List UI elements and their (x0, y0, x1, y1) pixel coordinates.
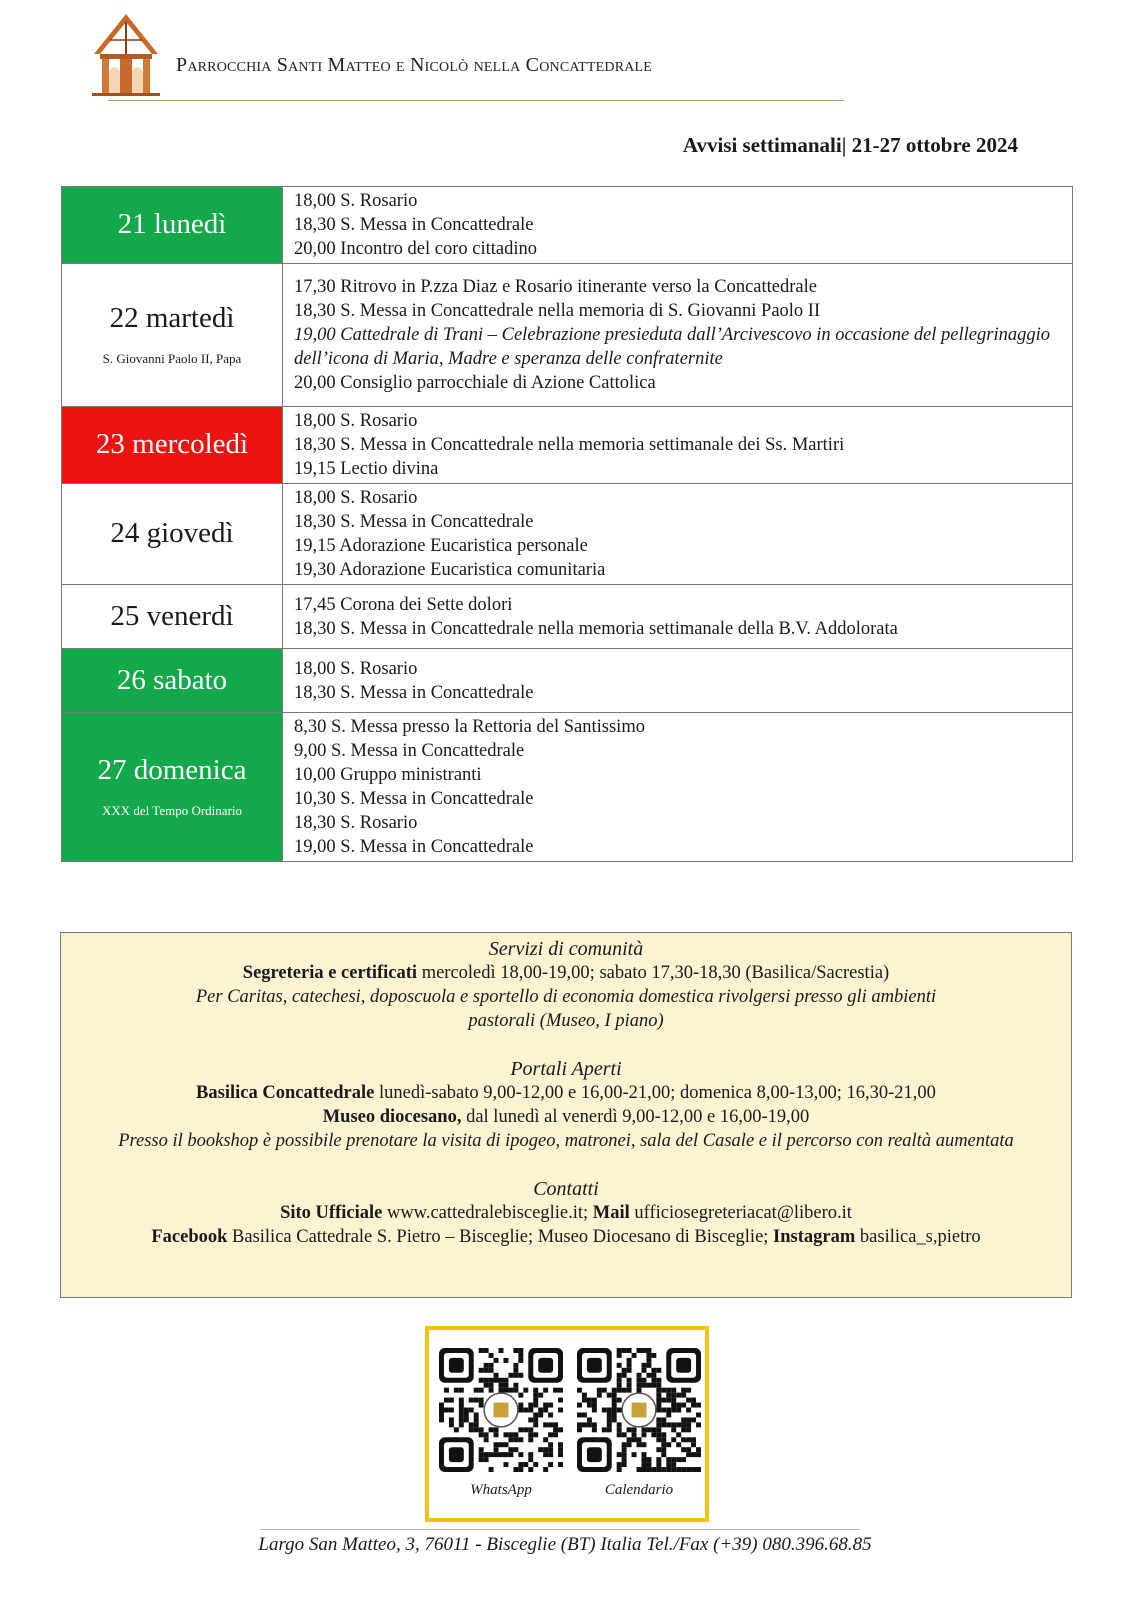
schedule-row (62, 484, 1073, 585)
event-item: 9,00 S. Messa in Concattedrale (294, 741, 525, 761)
events-cell (283, 264, 1073, 407)
event-item: 19,15 Adorazione Eucaristica personale (294, 536, 588, 556)
calendar-qr-label: Calendario (604, 1482, 674, 1498)
event-item: 18,30 S. Messa in Concattedrale (294, 512, 534, 532)
event-item: 18,30 S. Messa in Concattedrale (294, 682, 534, 703)
facebook-label: Facebook (151, 1227, 228, 1247)
site-line (61, 1201, 1071, 1225)
museum-label: Museo diocesano, (322, 1107, 462, 1127)
church-logo-icon (90, 10, 162, 96)
day-name: 27 domenica (97, 754, 247, 787)
parish-title: Parrocchia Santi Matteo e Nicolò nella Concattedrale (176, 54, 653, 76)
secretariat-hours: mercoledì 18,00-19,00; sabato 17,30-18,30 (Basilica/Sacrestia) (417, 963, 890, 983)
day-name: 25 venerdì (110, 599, 234, 632)
schedule-row (62, 407, 1073, 484)
instagram-value: basilica_s,pietro (855, 1227, 981, 1247)
schedule-row (62, 649, 1073, 713)
event-item: 20,00 Consiglio parrocchiale di Azione Cattolica (294, 373, 656, 393)
whatsapp-qr-code-icon[interactable] (439, 1348, 563, 1472)
social-line (61, 1225, 1071, 1249)
weekly-schedule-table (61, 186, 1073, 862)
event-item: 18,30 S. Messa in Concattedrale nella memoria settimanale della B.V. Addolorata (294, 618, 898, 639)
day-name: 23 mercoledì (95, 428, 249, 461)
schedule-row (62, 713, 1073, 862)
facebook-value: Basilica Cattedrale S. Pietro – Bisceglie; Museo Diocesano di Bisceglie; (227, 1227, 774, 1247)
day-cell (62, 713, 283, 862)
event-item: 17,45 Corona dei Sette dolori (294, 594, 513, 615)
event-item: 18,00 S. Rosario (294, 488, 418, 508)
community-services-box (60, 932, 1072, 1298)
page-header (90, 10, 850, 106)
events-cell (283, 407, 1073, 484)
secretariat-label: Segreteria e certificati (242, 963, 418, 983)
event-item: 10,30 S. Messa in Concattedrale (294, 789, 534, 809)
events-cell (283, 187, 1073, 264)
event-item: 19,00 S. Messa in Concattedrale (294, 837, 534, 857)
schedule-row (62, 187, 1073, 264)
calendar-qr-code-icon[interactable] (577, 1348, 701, 1472)
whatsapp-qr-label: WhatsApp (470, 1482, 532, 1498)
footer-address: Largo San Matteo, 3, 76011 - Bisceglie (BT) Italia Tel./Fax (+39) 080.396.68.85 (258, 1534, 872, 1555)
day-cell (62, 407, 283, 484)
day-name: 24 giovedì (110, 517, 234, 550)
event-item: 19,15 Lectio divina (294, 459, 439, 479)
events-cell (283, 649, 1073, 713)
basilica-line (61, 1081, 1071, 1105)
event-item: 18,00 S. Rosario (294, 191, 418, 211)
portals-heading: Portali Aperti (510, 1058, 622, 1080)
header-divider (108, 100, 844, 101)
event-item: 18,30 S. Messa in Concattedrale nella memoria settimanale dei Ss. Martiri (294, 435, 845, 455)
day-name: 22 martedì (109, 302, 235, 335)
event-item: 8,30 S. Messa presso la Rettoria del Santissimo (294, 717, 645, 737)
secretariat-line (61, 961, 1071, 985)
event-item: 18,00 S. Rosario (294, 411, 418, 431)
event-item: 18,30 S. Messa in Concattedrale nella memoria di S. Giovanni Paolo II (294, 301, 821, 321)
day-subtitle: S. Giovanni Paolo II, Papa (102, 350, 242, 366)
schedule-row (62, 264, 1073, 407)
museum-line (61, 1105, 1071, 1129)
day-name: 26 sabato (116, 663, 228, 696)
contacts-heading: Contatti (533, 1178, 599, 1200)
services-heading: Servizi di comunità (488, 938, 644, 960)
basilica-hours: lunedì-sabato 9,00-12,00 e 16,00-21,00; domenica 8,00-13,00; 16,30-21,00 (374, 1083, 936, 1103)
basilica-label: Basilica Concattedrale (196, 1083, 375, 1103)
event-item: 18,30 S. Messa in Concattedrale (294, 215, 534, 235)
day-cell (62, 264, 283, 407)
mail-link[interactable]: ufficiosegreteriacat@libero.it (629, 1203, 852, 1223)
day-subtitle: XXX del Tempo Ordinario (101, 802, 243, 818)
instagram-label: Instagram (773, 1227, 856, 1247)
day-name: 21 lunedì (117, 208, 227, 241)
mail-label: Mail (592, 1203, 630, 1223)
event-item: 19,30 Adorazione Eucaristica comunitaria (294, 560, 606, 580)
site-link[interactable]: www.cattedralebisceglie.it; (382, 1203, 593, 1223)
day-cell (62, 187, 283, 264)
event-item: 10,00 Gruppo ministranti (294, 765, 482, 785)
site-label: Sito Ufficiale (280, 1203, 383, 1223)
event-item: 20,00 Incontro del coro cittadino (294, 239, 538, 259)
event-item: 18,30 S. Rosario (294, 813, 418, 833)
event-item: 19,00 Cattedrale di Trani – Celebrazione presieduta dall’Arcivescovo in occasione del pellegrinaggio dell’icona di Maria, Madre e speranza delle confraternite (294, 325, 1050, 369)
day-cell (62, 484, 283, 585)
museum-hours: dal lunedì al venerdì 9,00-12,00 e 16,00-19,00 (461, 1107, 810, 1127)
day-cell (62, 585, 283, 649)
event-item: 17,30 Ritrovo in P.zza Diaz e Rosario itinerante verso la Concattedrale (294, 277, 817, 297)
events-cell (283, 713, 1073, 862)
events-cell (283, 585, 1073, 649)
event-item: 18,00 S. Rosario (294, 658, 418, 679)
qr-codes-frame (425, 1326, 709, 1522)
day-cell (62, 649, 283, 713)
caritas-note: Per Caritas, catechesi, doposcuola e sportello di economia domestica rivolgersi presso gli ambienti pastorali (Museo, I piano) (195, 987, 937, 1031)
notice-title: Avvisi settimanali| 21-27 ottobre 2024 (682, 133, 1018, 157)
footer-divider (260, 1529, 860, 1530)
bookshop-note: Presso il bookshop è possibile prenotare la visita di ipogeo, matronei, sala del Casale e il percorso con realtà aumentata (118, 1131, 1014, 1151)
events-cell (283, 484, 1073, 585)
schedule-row (62, 585, 1073, 649)
